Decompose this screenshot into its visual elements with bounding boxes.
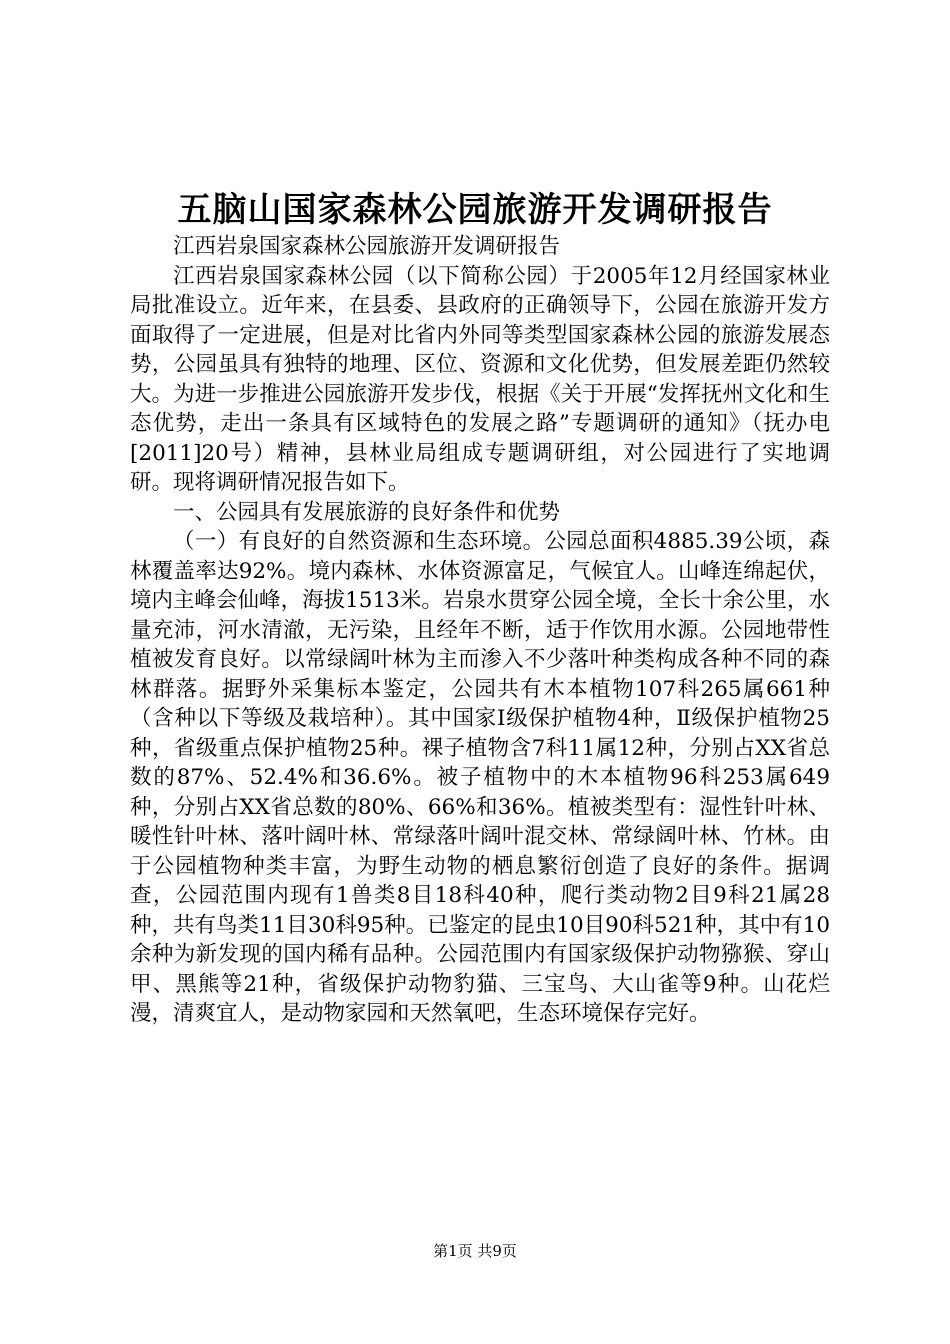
document-title: 五脑山国家森林公园旅游开发调研报告: [177, 190, 773, 230]
intro-paragraph: 江西岩泉国家森林公园（以下简称公园）于2005年12月经国家林业局批准设立。近年来，在县委、县政府的正确领导下，公园在旅游开发方面取得了一定进展，但是对比省内外同等类型国家森林公园的旅游发展态势，公园虽具有独特的地理、区位、资源和文化优势，但发展差距仍然较大。为进一步推进公园旅游开发步伐，根据《关于开展“发挥抚州文化和生态优势，走出一条具有区域特色的发展之路”专题调研的通知》（抚办电[2011]20号）精神，县林业局组成专题调研组，对公园进行了实地调研。现将调研情况报告如下。: [130, 263, 830, 495]
page-footer: 第1页 共9页: [433, 1242, 517, 1260]
section-paragraph: （一）有良好的自然资源和生态环境。公园总面积4885.39公顷，森林覆盖率达92%。境内森林、水体资源富足，气候宜人。山峰连绵起伏，境内主峰会仙峰，海拔1513米。岩泉水贯穿公园全境，全长十余公里，水量充沛，河水清澈，无污染，且经年不断，适于作饮用水源。公园地带性植被发育良好。以常绿阔叶林为主而渗入不少落叶种类构成各种不同的森林群落。据野外采集标本鉴定，公园共有木本植物107科265属661种（含种以下等级及栽培种）。其中国家Ⅰ级保护植物4种，Ⅱ级保护植物25种，省级重点保护植物25种。裸子植物含7科11属12种，分别占XX省总数的87%、52.4%和36.6%。被子植物中的木本植物96科253属649种，分别占XX省总数的80%、66%和36%。植被类型有：湿性针叶林、暖性针叶林、落叶阔叶林、常绿落叶阔叶混交林、常绿阔叶林、竹林。由于公园植物种类丰富，为野生动物的栖息繁衍创造了良好的条件。据调查，公园范围内现有1兽类8目18科40种，爬行类动物2目9科21属28种，共有鸟类11目30科95种。已鉴定的昆虫10目90科521种，其中有10余种为新发现的国内稀有品种。公园范围内有国家级保护动物猕猴、穿山甲、黑熊等21种，省级保护动物豹猫、三宝鸟、大山雀等9种。山花烂漫，清爽宜人，是动物家园和天然氧吧，生态环境保存完好。: [130, 529, 830, 1026]
document-subtitle: 江西岩泉国家森林公园旅游开发调研报告: [173, 234, 561, 259]
section-heading: 一、公园具有发展旅游的良好条件和优势: [173, 499, 561, 525]
document-body: [130, 232, 830, 1029]
